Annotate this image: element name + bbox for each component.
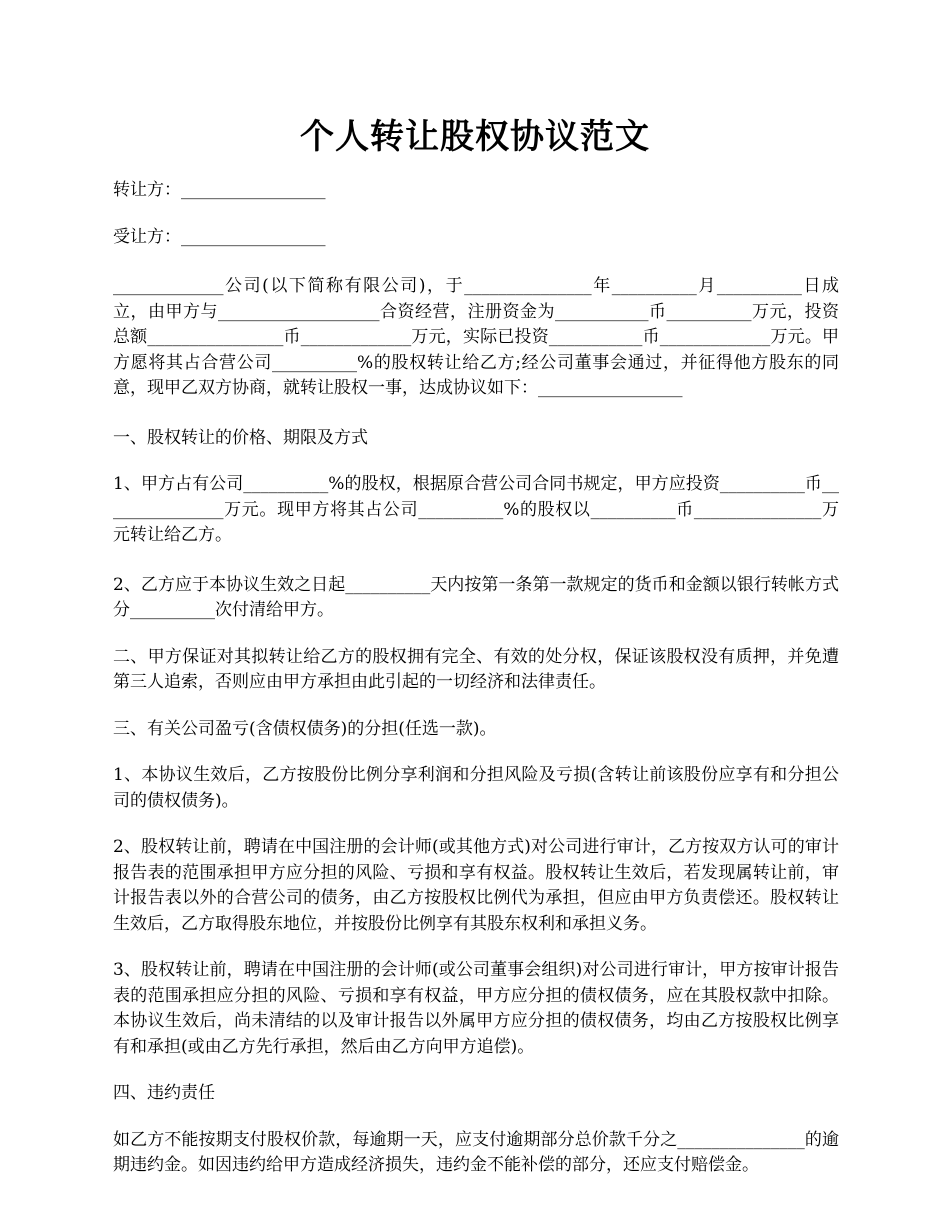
clause-1-1: 1、甲方占有公司__________%的股权，根据原合营公司合同书规定，甲方应投资__________币_______________万元。现甲方将其占公司__________%的股权以__________币_______________万元转让给乙方。 bbox=[113, 474, 839, 545]
liability-paragraph: 如乙方不能按期支付股权价款，每逾期一天，应支付逾期部分总价款千分之_______________的逾期违约金。如因违约给甲方造成经济损失，违约金不能补偿的部分，还应支付赔偿金。 bbox=[113, 1129, 839, 1175]
section-heading-price: 一、股权转让的价格、期限及方式 bbox=[113, 427, 368, 448]
section-heading-profit-loss: 三、有关公司盈亏(含债权债务)的分担(任选一款)。 bbox=[113, 718, 497, 739]
clause-3-2: 2、股权转让前，聘请在中国注册的会计师(或其他方式)对公司进行审计，乙方按双方认可的审计报告表的范围承担甲方应分担的风险、亏损和享有权益。股权转让生效后，若发现属转让前，审计报告表以外的合营公司的债务，由乙方按股权比例代为承担，但应由甲方负责偿还。股权转让生效后，乙方取得股东地位，并按股份比例享有其股东权利和承担义务。 bbox=[113, 837, 839, 934]
transferee-line: 受让方：_________________ bbox=[113, 226, 326, 247]
clause-1-2: 2、乙方应于本协议生效之日起__________天内按第一条第一款规定的货币和金额以银行转帐方式分__________次付清给甲方。 bbox=[113, 574, 839, 620]
document-body bbox=[113, 178, 839, 1200]
section-2-paragraph: 二、甲方保证对其拟转让给乙方的股权拥有完全、有效的处分权，保证该股权没有质押，并免遭第三人追索，否则应由甲方承担由此引起的一切经济和法律责任。 bbox=[113, 646, 839, 692]
clause-3-1: 1、本协议生效后，乙方按股份比例分享利润和分担风险及亏损(含转让前该股份应享有和分担公司的债权债务)。 bbox=[113, 765, 839, 811]
section-heading-liability: 四、违约责任 bbox=[113, 1083, 215, 1103]
intro-paragraph: _____________公司(以下简称有限公司)，于_______________年__________月__________日成立，由甲方与___________________合资经营，注册资金为___________币__________万元，投资总额________________币_____________万元，实际已投资___________币_____________万元。甲方愿将其占合营公司__________%的股权转让给乙方;经公司董事会通过，并征得他方股东的同意，现甲乙双方协商，就转让股权一事，达成协议如下：_________________ bbox=[113, 276, 839, 398]
clause-3-3: 3、股权转让前，聘请在中国注册的会计师(或公司董事会组织)对公司进行审计，甲方按审计报告表的范围承担应分担的风险、亏损和享有权益，甲方应分担的债权债务，应在其股权款中扣除。本协议生效后，尚未清结的以及审计报告以外属甲方应分担的债权债务，均由乙方按股权比例享有和承担(或由乙方先行承担，然后由乙方向甲方追偿)。 bbox=[113, 960, 839, 1057]
document-title: 个人转让股权协议范文 bbox=[300, 117, 650, 157]
transferor-line: 转让方：_________________ bbox=[113, 180, 326, 200]
